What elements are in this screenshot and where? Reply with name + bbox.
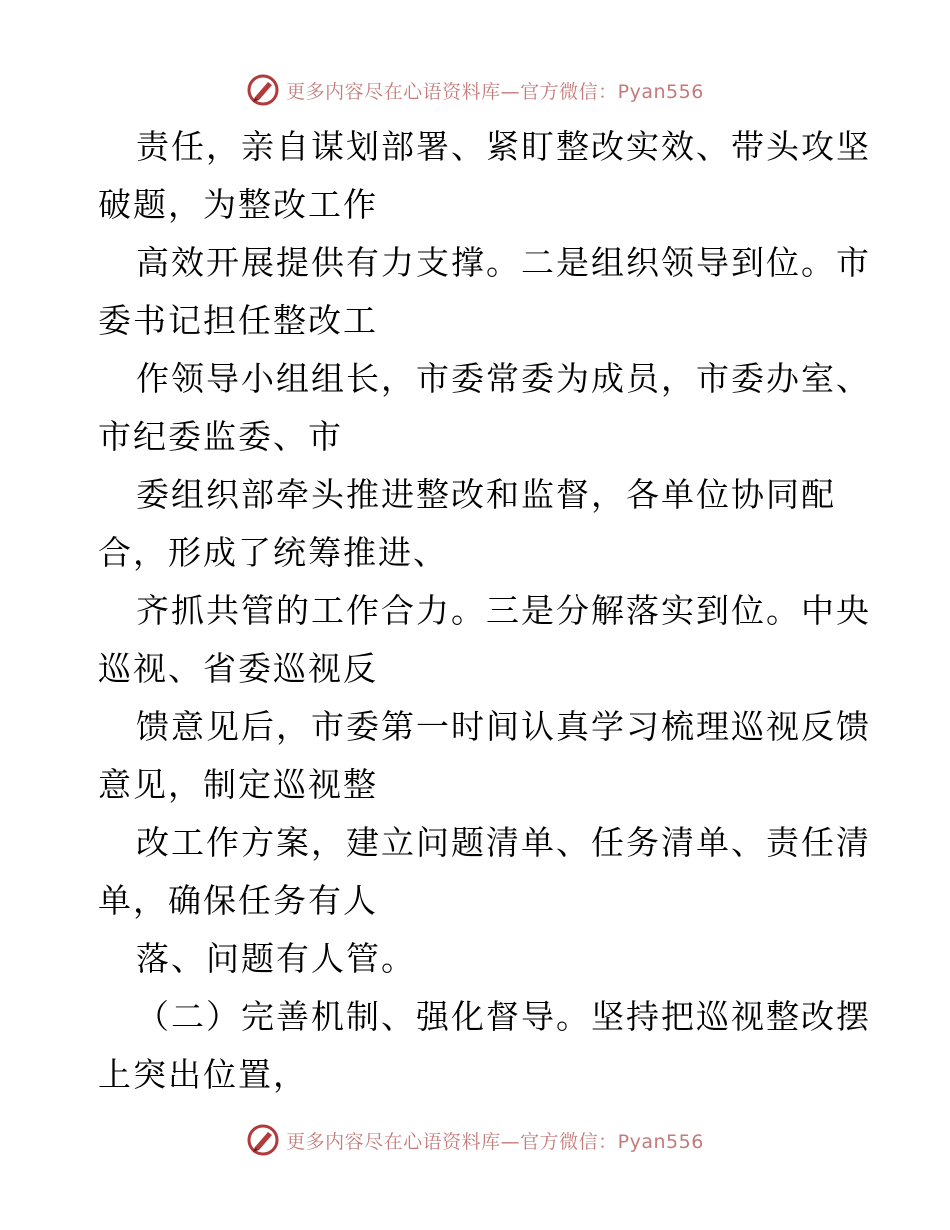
paragraph-line: 意见，制定巡视整 xyxy=(98,765,378,804)
paragraph-line: 巡视、省委巡视反 xyxy=(98,649,378,688)
paragraph-line: （二）完善机制、强化督导。坚持把巡视整改摆 xyxy=(136,997,871,1036)
footer-watermark xyxy=(0,1120,950,1160)
paragraph-line: 市纪委监委、市 xyxy=(98,417,343,456)
paragraph-line: 单，确保任务有人 xyxy=(98,881,378,920)
paragraph xyxy=(98,814,871,930)
paragraph xyxy=(98,582,871,698)
paragraph xyxy=(98,350,871,466)
document-body xyxy=(98,118,871,1104)
paragraph-line: 责任，亲自谋划部署、紧盯整改实效、带头攻坚 xyxy=(136,127,871,166)
paragraph-line: 高效开展提供有力支撑。二是组织领导到位。市 xyxy=(136,243,871,282)
paragraph xyxy=(98,118,871,234)
paragraph-line: 合，形成了统筹推进、 xyxy=(98,533,448,572)
paragraph xyxy=(98,698,871,814)
paragraph-line: 落、问题有人管。 xyxy=(136,939,416,978)
paragraph xyxy=(98,466,858,582)
watermark-text: 更多内容尽在心语资料库—官方微信：Pyan556 xyxy=(286,1130,704,1153)
paragraph-line: 馈意见后，市委第一时间认真学习梳理巡视反馈 xyxy=(136,707,871,746)
paragraph xyxy=(98,930,858,988)
paragraph-line: 齐抓共管的工作合力。三是分解落实到位。中央 xyxy=(136,591,871,630)
paragraph-line: 改工作方案，建立问题清单、任务清单、责任清 xyxy=(136,823,871,862)
pen-circle-logo-icon xyxy=(246,73,280,107)
paragraph-line: 作领导小组组长，市委常委为成员，市委办室、 xyxy=(136,359,871,398)
paragraph-line: 破题，为整改工作 xyxy=(98,185,378,224)
pen-circle-logo-icon xyxy=(246,1123,280,1157)
paragraph-line: 上突出位置， xyxy=(98,1055,308,1094)
watermark-text: 更多内容尽在心语资料库—官方微信：Pyan556 xyxy=(286,80,704,103)
paragraph-line: 委组织部牵头推进整改和监督，各单位协同配 xyxy=(136,475,836,514)
paragraph xyxy=(98,234,871,350)
paragraph xyxy=(98,988,871,1104)
header-watermark xyxy=(0,70,950,110)
paragraph-line: 委书记担任整改工 xyxy=(98,301,378,340)
